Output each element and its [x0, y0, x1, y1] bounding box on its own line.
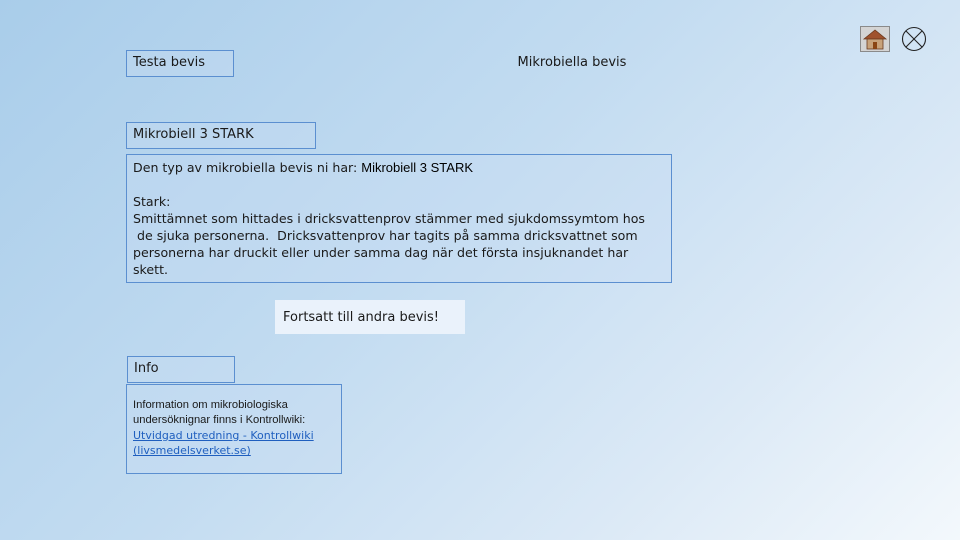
tab-testa-bevis[interactable]: Testa bevis [126, 50, 234, 77]
info-text: undersöknignar finns i Kontrollwiki: [133, 414, 306, 426]
strength-label: Stark: [133, 194, 171, 209]
description-line: skett. [133, 262, 169, 277]
link-line[interactable]: Utvidgad utredning - Kontrollwiki [133, 429, 314, 442]
evidence-description [126, 154, 672, 283]
close-button[interactable] [901, 26, 927, 52]
info-text: Information om mikrobiologiska [133, 399, 288, 411]
page-title: Mikrobiella bevis [517, 55, 627, 70]
kontrollwiki-link[interactable] [133, 428, 335, 458]
continue-button[interactable]: Fortsatt till andra bevis! [275, 300, 465, 334]
description-line: Smittämnet som hittades i dricksvattenprov stämmer med sjukdomssymtom hos [133, 211, 645, 226]
info-title: Info [127, 356, 235, 383]
description-value: Mikrobiell 3 STARK [361, 160, 473, 175]
result-type-label: Mikrobiell 3 STARK [126, 122, 316, 149]
home-icon [861, 27, 889, 51]
description-line: de sjuka personerna. Dricksvattenprov har tagits på samma dricksvattnet som [133, 228, 638, 243]
link-line[interactable]: (livsmedelsverket.se) [133, 444, 251, 457]
home-button[interactable] [860, 26, 890, 52]
info-box [126, 384, 342, 474]
close-icon [901, 26, 927, 52]
description-prefix: Den typ av mikrobiella bevis ni har: [133, 160, 362, 175]
description-line: personerna har druckit eller under samma dag när det första insjuknandet har [133, 245, 629, 260]
